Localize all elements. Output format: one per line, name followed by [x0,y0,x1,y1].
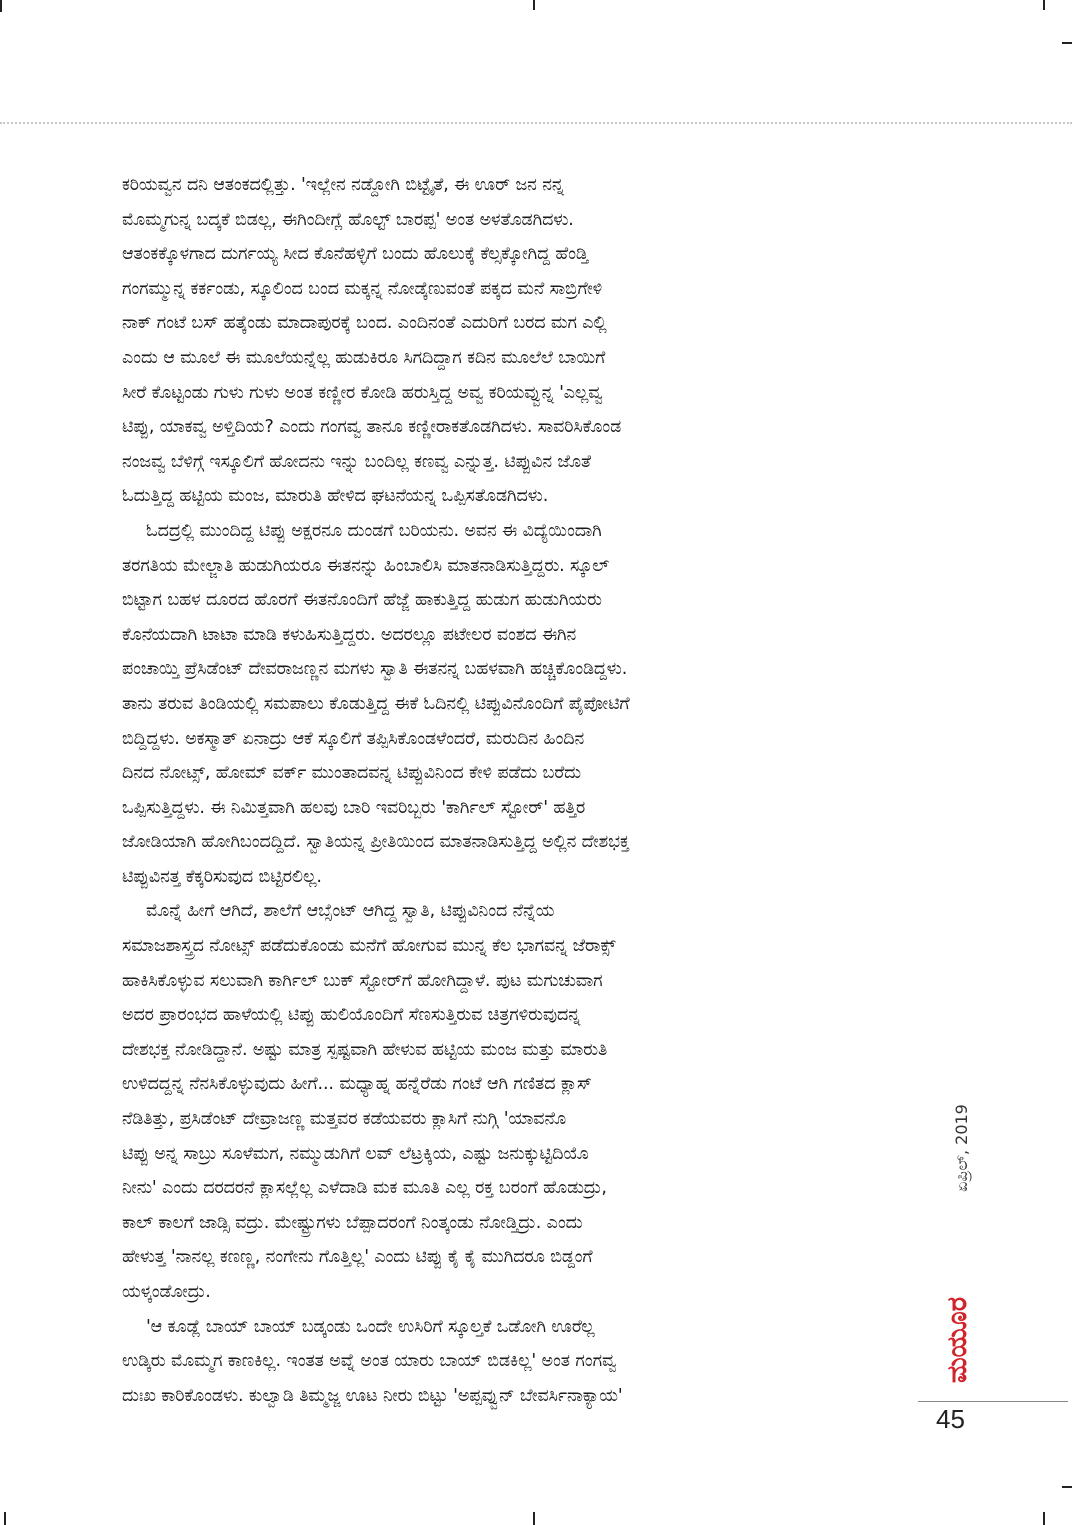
magazine-masthead: ಮಯೂರ [942,1296,973,1384]
crop-mark-right-bottom [1062,1486,1072,1488]
text-line: ಎಂದು ಆ ಮೂಲೆ ಈ ಮೂಲೆಯನ್ನೆಲ್ಲ ಹುಡುಕಿರೂ ಸಿಗದಿದ್ದಾಗ ಕದಿನ ಮೂಲೆಲೆ ಬಾಯಿಗೆ [122,347,606,368]
text-line: ನೀನು' ಎಂದು ದರದರನೆ ಕ್ಲಾಸಲ್ಲೆಲ್ಲ ಎಳೆದಾಡಿ ಮಕ ಮೂತಿ ಎಲ್ಲ ರಕ್ತ ಬರಂಗೆ ಹೊಡುದ್ರು, [122,1178,607,1199]
text-line: ಕಾಲ್ ಕಾಲಗೆ ಜಾಡ್ಸಿ ವದ್ರು. ಮೇಷ್ಟ್ರುಗಳು ಬೆಪ್ಪಾದರಂಗೆ ನಿಂತ್ಕಂಡು ನೋಡ್ತಿದ್ರು. ಎಂದು [122,1212,583,1233]
text-line: ಕೊನೆಯದಾಗಿ ಟಾಟಾ ಮಾಡಿ ಕಳುಹಿಸುತ್ತಿದ್ದರು. ಅದರಲ್ಲೂ ಪಟೇಲರ ವಂಶದ ಈಗಿನ [122,624,577,645]
text-line: ನಾಕ್ ಗಂಟೆ ಬಸ್ ಹತ್ಕೆಂಡು ಮಾದಾಪುರಕ್ಕೆ ಬಂದ. ಎಂದಿನಂತೆ ಎದುರಿಗೆ ಬರದ ಮಗ ಎಲ್ಲಿ [122,313,607,334]
article-paragraph [122,168,894,514]
text-line: ತಾನು ತರುವ ತಿಂಡಿಯಲ್ಲಿ ಸಮಪಾಲು ಕೊಡುತ್ತಿದ್ದ ಈಕೆ ಓದಿನಲ್ಲಿ ಟಿಪ್ಪುವಿನೊಂದಿಗೆ ಪೈಪೋಟಿಗೆ [122,693,630,714]
text-line: ಟಿಪ್ಪುವಿನತ್ತ ಕೆಕ್ಕರಿಸುವುದ ಬಿಟ್ಟಿರಲಿಲ್ಲ. [122,866,322,887]
footer-rule [918,1401,1068,1402]
text-line: ಮೊನ್ನೆ ಹೀಗೆ ಆಗಿದೆ, ಶಾಲೆಗೆ ಆಬ್ಸೆಂಟ್ ಆಗಿದ್ದ ಸ್ವಾತಿ, ಟಿಪ್ಪುವಿನಿಂದ ನೆನ್ನೆಯ [146,901,555,922]
text-line: ತರಗತಿಯ ಮೇಲ್ಜಾತಿ ಹುಡುಗಿಯರೂ ಈತನನ್ನು ಹಿಂಬಾಲಿಸಿ ಮಾತನಾಡಿಸುತ್ತಿದ್ದರು. ಸ್ಕೂಲ್ [122,555,610,576]
article-paragraph [122,894,894,1309]
crop-mark-bottom-center [533,1512,535,1525]
text-line: ಓದುತ್ತಿದ್ದ ಹಟ್ಟಿಯ ಮಂಜ, ಮಾರುತಿ ಹೇಳಿದ ಘಟನೆಯನ್ನ ಒಪ್ಪಿಸತೊಡಗಿದಳು. [122,486,549,507]
crop-mark-top-right [1043,0,1045,10]
crop-mark-top-left [0,0,2,12]
text-line: ಹೇಳುತ್ತ 'ನಾನಲ್ಲ ಕಣಣ್ಣ, ನಂಗೇನು ಗೊತ್ತಿಲ್ಲ' ಎಂದು ಟಿಪ್ಪು ಕೈ ಕೈ ಮುಗಿದರೂ ಬಿಡ್ದಂಗೆ [122,1247,593,1268]
text-line: 'ಆ ಕೂಡ್ಲೆ ಬಾಯ್ ಬಾಯ್ ಬಡ್ಕಂಡು ಒಂದೇ ಉಸಿರಿಗೆ ಸ್ಕೂಲ್ತಕೆ ಒಡೋಗಿ ಊರೆಲ್ಲ [146,1316,595,1337]
article-paragraph [122,1310,894,1414]
text-line: ಆತಂಕಕ್ಕೊಳಗಾದ ದುರ್ಗಯ್ಯ ಸೀದ ಕೊನೆಹಳ್ಳಿಗೆ ಬಂದು ಹೊಲುಕ್ಕೆ ಕೆಲ್ಸಕ್ಕೋಗಿದ್ದ ಹೆಂಡ್ತಿ [122,244,589,265]
text-line: ಒಪ್ಪಿಸುತ್ತಿದ್ದಳು. ಈ ನಿಮಿತ್ತವಾಗಿ ಹಲವು ಬಾರಿ ಇವರಿಬ್ಬರು 'ಕಾರ್ಗಿಲ್ ಸ್ಟೋರ್' ಹತ್ತಿರ [122,797,586,818]
crop-mark-bottom-left [4,1512,6,1525]
text-line: ಸೀರೆ ಕೊಟ್ಟಂಡು ಗುಳು ಗುಳು ಅಂತ ಕಣ್ಣೀರ ಕೋಡಿ ಹರುಸ್ತಿದ್ದ ಅವ್ವ ಕರಿಯವ್ವುನ್ನ 'ಎಲ್ಲವ್ವ [122,382,603,403]
text-line: ಟಿಪ್ಪು, ಯಾಕವ್ವ ಅಳ್ತಿದಿಯ? ಎಂದು ಗಂಗವ್ವ ತಾನೂ ಕಣ್ಣೀರಾಕತೊಡಗಿದಳು. ಸಾವರಿಸಿಕೊಂಡ [122,417,622,438]
issue-date: ಏಪ್ರಿಲ್, 2019 [952,1104,971,1192]
text-line: ದೇಶಭಕ್ತ ನೋಡಿದ್ದಾನೆ. ಅಷ್ಟು ಮಾತ್ರ ಸ್ಪಷ್ಟವಾಗಿ ಹೇಳುವ ಹಟ್ಟಿಯ ಮಂಜ ಮತ್ತು ಮಾರುತಿ [122,1039,608,1060]
text-line: ಓದದ್ರಲ್ಲಿ ಮುಂದಿದ್ದ ಟಿಪ್ಪು ಅಕ್ಷರನೂ ದುಂಡಗೆ ಬರಿಯನು. ಅವನ ಈ ವಿದ್ಯೆಯಿಂದಾಗಿ [146,520,602,541]
crop-mark-top-center [533,0,535,10]
text-line: ಹಾಕಿಸಿಕೊಳ್ಳುವ ಸಲುವಾಗಿ ಕಾರ್ಗಿಲ್ ಬುಕ್ ಸ್ಟೋರ್‌ಗೆ ಹೋಗಿದ್ದಾಳೆ. ಪುಟ ಮಗುಚುವಾಗ [122,970,603,991]
crop-mark-right-top [1062,42,1072,44]
text-line: ಅದರ ಪ್ರಾರಂಭದ ಹಾಳೆಯಲ್ಲಿ ಟಿಪ್ಪು ಹುಲಿಯೊಂದಿಗೆ ಸೆಣಸುತ್ತಿರುವ ಚಿತ್ರಗಳಿರುವುದನ್ನ [122,1005,581,1026]
text-line: ಗಂಗಮ್ಮುನ್ನ ಕರ್ಕಂಡು, ಸ್ಕೂಲಿಂದ ಬಂದ ಮಕ್ಕನ್ನ ನೋಡ್ಕೆಣುವಂತೆ ಪಕ್ಕದ ಮನೆ ಸಾಬ್ರಿಗೇಳಿ [122,278,603,299]
text-line: ಸಮಾಜಶಾಸ್ತ್ರದ ನೋಟ್ಸ್ ಪಡೆದುಕೊಂಡು ಮನೆಗೆ ಹೋಗುವ ಮುನ್ನ ಕೆಲ ಭಾಗವನ್ನ ಜೆರಾಕ್ಸ್ [122,936,616,957]
text-line: ಮೊಮ್ಮಗುನ್ನ ಬದ್ಕಕೆ ಬಿಡಲ್ಲ, ಈಗಿಂದೀಗ್ಲೆ ಹೊಲ್ಟ್ ಬಾರಪ್ಪ' ಅಂತ ಅಳತೊಡಗಿದಳು. [122,209,574,230]
article-paragraph [122,514,894,895]
text-line: ಉಳಿದದ್ದನ್ನ ನೆನಸಿಕೊಳ್ಳುವುದು ಹೀಗೆ... ಮಧ್ಯಾಹ್ನ ಹನ್ನೆರೆಡು ಗಂಟೆ ಆಗಿ ಗಣಿತದ ಕ್ಲಾಸ್ [122,1074,592,1095]
text-line: ಬಿದ್ದಿದ್ದಳು. ಅಕಸ್ಮಾತ್ ಏನಾದ್ರು ಆಕೆ ಸ್ಕೂಲಿಗೆ ತಪ್ಪಿಸಿಕೊಂಡಳೆಂದರೆ, ಮರುದಿನ ಹಿಂದಿನ [122,728,585,749]
text-line: ನಂಜವ್ವ ಬೆಳಿಗ್ಗೆ ಇಸ್ಕೂಲಿಗೆ ಹೋದನು ಇನ್ನು ಬಂದಿಲ್ಲ ಕಣವ್ವ ಎನ್ನುತ್ತ. ಟಿಪ್ಪುವಿನ ಜೊತೆ [122,451,591,472]
text-line: ಉಡ್ಕಿರು ಮೊಮ್ಮಗ ಕಾಣಕಿಲ್ಲ. ಇಂತತ ಅವ್ನೆ ಅಂತ ಯಾರು ಬಾಯ್ ಬಿಡಕಿಲ್ಲ' ಅಂತ ಗಂಗವ್ವ [122,1351,617,1372]
text-line: ನೆಡಿತಿತ್ತು, ಪ್ರಸಿಡೆಂಟ್ ದೇವ್ರಾಜಣ್ಣ ಮತ್ತವರ ಕಡೆಯವರು ಕ್ಲಾಸಿಗೆ ನುಗ್ಗಿ 'ಯಾವನೊ [122,1109,567,1130]
text-line: ಕರಿಯವ್ವನ ದನಿ ಆತಂಕದಲ್ಲಿತ್ತು. 'ಇಲ್ಲೇನ ನಡ್ದೋಗಿ ಬಿಟ್ಟೈತೆ, ಈ ಊರ್ ಜನ ನನ್ನ [122,175,564,195]
text-line: ಬಿಟ್ಟಾಗ ಬಹಳ ದೂರದ ಹೊರಗೆ ಈತನೊಂದಿಗೆ ಹೆಜ್ಜೆ ಹಾಕುತ್ತಿದ್ದ ಹುಡುಗ ಹುಡುಗಿಯರು [122,590,602,611]
text-line: ಜೋಡಿಯಾಗಿ ಹೋಗಿಬಂದದ್ದಿದೆ. ಸ್ವಾತಿಯನ್ನ ಪ್ರೀತಿಯಿಂದ ಮಾತನಾಡಿಸುತ್ತಿದ್ದ ಅಲ್ಲಿನ ದೇಶಭಕ್ತ [122,832,630,853]
crop-mark-bottom-right [1043,1512,1045,1525]
page-number: 45 [936,1404,965,1434]
header-dotted-rule [0,122,1072,124]
text-line: ದಿನದ ನೋಟ್ಸ್, ಹೋಮ್ ವರ್ಕ್ ಮುಂತಾದವನ್ನ ಟಿಪ್ಪುವಿನಿಂದ ಕೇಳಿ ಪಡೆದು ಬರೆದು [122,763,581,784]
text-line: ಟಿಪ್ಪು ಅನ್ನ ಸಾಬ್ರು ಸೂಳೆಮಗ, ನಮ್ಮುಡುಗಿಗೆ ಲವ್ ಲೆಟ್ರಕ್ಕಿಯ, ಎಷ್ಟು ಜನುಕ್ಕುಟ್ಟಿದಿಯೊ [122,1143,589,1164]
text-line: ದುಃಖ ಕಾರಿಕೊಂಡಳು. ಕುಲ್ವಾಡಿ ತಿಮ್ಮಜ್ಜ ಊಟ ನೀರು ಬಿಟ್ಟು 'ಅಪ್ಪವ್ವುನ್ ಬೇವರ್ಸಿನಾಕ್ಯಾಯ' [122,1385,623,1406]
text-line: ಯಳ್ಕಂಡೋದ್ರು. [122,1282,211,1302]
article-body [122,168,894,1413]
text-line: ಪಂಚಾಯ್ತಿ ಪ್ರೆಸಿಡೆಂಟ್ ದೇವರಾಜಣ್ಣನ ಮಗಳು ಸ್ವಾತಿ ಈತನನ್ನ ಬಹಳವಾಗಿ ಹಚ್ಚಿಕೊಂಡಿದ್ದಳು. [122,659,628,680]
